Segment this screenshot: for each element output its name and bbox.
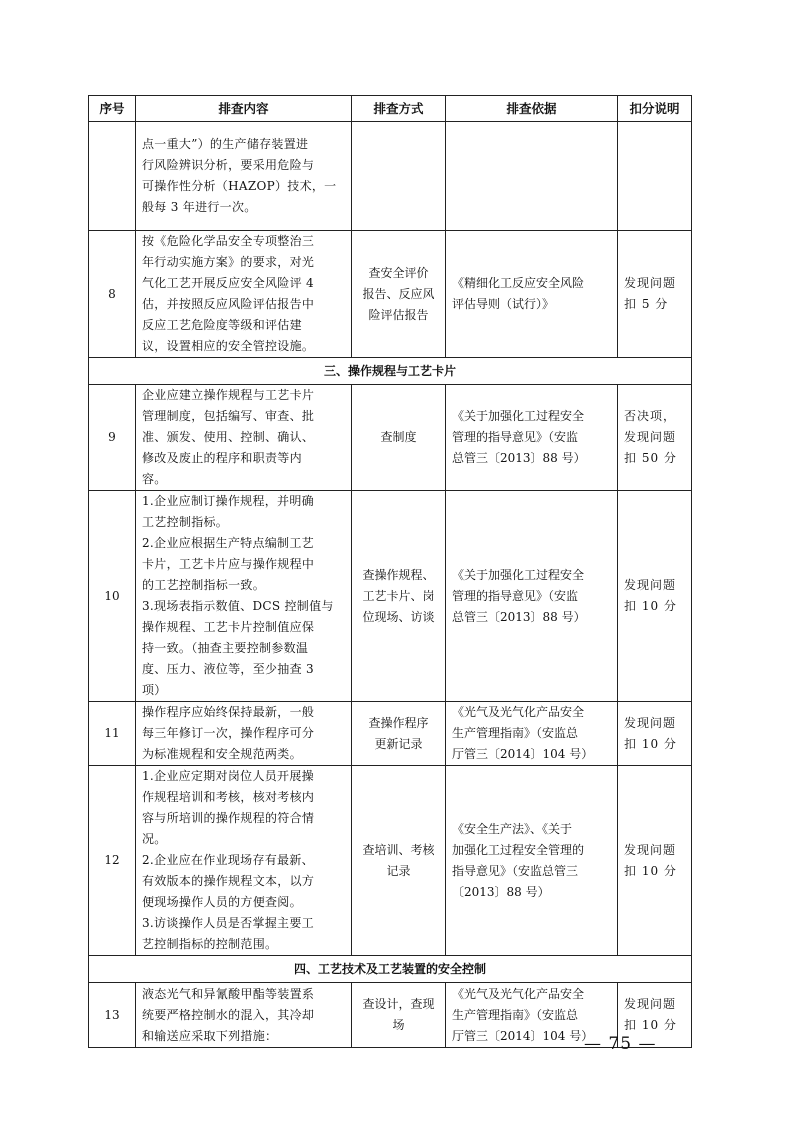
header-method: 排查方式: [352, 96, 446, 122]
cell-line: 发现问题: [624, 276, 677, 290]
cell-line: 准、颁发、使用、控制、确认、: [142, 430, 315, 444]
section-title: 三、操作规程与工艺卡片: [89, 358, 692, 385]
cell-line: 位现场、访谈: [362, 609, 435, 624]
cell-line: 3.现场表指示数值、DCS 控制值与: [142, 599, 334, 613]
cell-line: 扣 10 分: [624, 599, 677, 613]
cell-line: 1.企业应制订操作规程，并明确: [142, 494, 314, 508]
cell-line: 扣 10 分: [624, 1018, 677, 1032]
cell-line: 项）: [142, 683, 167, 697]
serial-cell: 13: [89, 983, 136, 1048]
method-cell: [352, 385, 446, 491]
cell-line: 查设计，查现: [362, 997, 435, 1011]
cell-line: 扣 10 分: [624, 736, 677, 751]
method-cell: [352, 231, 446, 358]
cell-line: 3.访谈操作人员是否掌握主要工: [142, 916, 314, 930]
table-row: [89, 702, 692, 766]
table-row: [89, 122, 692, 231]
cell-line: 发现问题: [624, 430, 677, 444]
basis-cell: [446, 766, 618, 956]
cell-line: 管理制度，包括编写、审查、批: [142, 409, 315, 423]
section-row: [89, 358, 692, 385]
cell-line: 度、压力、液位等，至少抽查 3: [142, 662, 314, 676]
content-cell: [136, 702, 352, 766]
cell-line: 容与所培训的操作规程的符合情: [142, 811, 315, 825]
content-cell: [136, 385, 352, 491]
cell-line: 的工艺控制指标一致。: [142, 578, 266, 592]
cell-line: 2.企业应在作业现场存有最新、: [142, 853, 314, 867]
cell-line: 1.企业应定期对岗位人员开展操: [142, 769, 314, 783]
cell-line: 扣 10 分: [624, 863, 677, 878]
deduction-cell: [618, 766, 692, 956]
basis-cell: [446, 231, 618, 358]
cell-line: 险评估报告: [368, 307, 429, 322]
cell-line: 评估导则（试行）》: [452, 297, 555, 311]
cell-line: 发现问题: [624, 715, 677, 730]
cell-line: 厅管三〔2014〕104 号）: [452, 747, 594, 761]
cell-line: 查操作规程、: [362, 567, 435, 582]
basis-cell: [446, 491, 618, 702]
cell-line: 查制度: [380, 430, 417, 444]
method-cell: [352, 983, 446, 1048]
cell-line: 查培训、考核: [362, 842, 435, 857]
cell-line: 《关于加强化工过程安全: [452, 409, 585, 423]
content-cell: [136, 983, 352, 1048]
content-cell: [136, 491, 352, 702]
section-title: 四、工艺技术及工艺装置的安全控制: [89, 956, 692, 983]
cell-line: 报告、反应风: [362, 286, 435, 301]
header-deduction: 扣分说明: [618, 96, 692, 122]
deduction-cell: [618, 491, 692, 702]
cell-line: 加强化工过程安全管理的: [452, 842, 585, 857]
cell-line: 年行动实施方案》的要求，对光: [142, 255, 315, 269]
table-row: [89, 231, 692, 358]
cell-line: 查操作程序: [368, 715, 429, 730]
page-number: — 75 —: [584, 1034, 657, 1054]
cell-line: 气化工艺开展反应安全风险评 4: [142, 276, 314, 290]
cell-line: 修改及废止的程序和职责等内: [142, 451, 302, 465]
cell-line: 《关于加强化工过程安全: [452, 567, 585, 582]
basis-cell: [446, 385, 618, 491]
cell-line: 生产管理指南》（安监总: [452, 1007, 579, 1022]
cell-line: 为标准规程和安全规范两类。: [142, 747, 302, 761]
serial-cell: 9: [89, 385, 136, 491]
cell-line: 厅管三〔2014〕104 号）: [452, 1028, 594, 1043]
cell-line: 可操作性分析（HAZOP）技术，一: [142, 179, 337, 193]
cell-line: 按《危险化学品安全专项整治三: [142, 234, 315, 248]
cell-line: 议，设置相应的安全管控设施。: [142, 339, 315, 353]
content-cell: [136, 122, 352, 231]
cell-line: 总管三〔2013〕88 号）: [452, 451, 586, 465]
cell-line: 扣 5 分: [624, 297, 669, 311]
deduction-cell: [618, 702, 692, 766]
method-cell: [352, 702, 446, 766]
cell-line: 行风险辨识分析，要采用危险与: [142, 158, 315, 172]
cell-line: 和输送应采取下列措施：: [142, 1028, 278, 1043]
cell-line: 艺控制指标的控制范围。: [142, 937, 278, 951]
cell-line: 况。: [142, 832, 167, 846]
cell-line: 管理的指导意见》（安监: [452, 430, 579, 444]
cell-line: 指导意见》（安监总管三: [452, 863, 579, 878]
cell-line: 否决项，: [624, 409, 677, 423]
cell-line: 2.企业应根据生产特点编制工艺: [142, 536, 314, 550]
header-content: 排查内容: [136, 96, 352, 122]
cell-line: 持一致。（抽查主要控制参数温: [142, 641, 309, 655]
serial-cell: 11: [89, 702, 136, 766]
cell-line: 有效版本的操作规程文本，以方: [142, 874, 315, 888]
cell-line: 容。: [142, 472, 167, 486]
cell-line: 记录: [386, 863, 411, 878]
content-cell: [136, 231, 352, 358]
content-cell: [136, 766, 352, 956]
header-row: [89, 96, 692, 122]
cell-line: 统要严格控制水的混入，其冷却: [142, 1007, 315, 1022]
cell-line: 更新记录: [374, 736, 423, 751]
cell-line: 工艺卡片、岗: [362, 588, 435, 603]
cell-line: 便现场操作人员的方便查阅。: [142, 895, 302, 909]
inspection-table: [88, 95, 692, 1048]
cell-line: 场: [392, 1018, 405, 1032]
header-basis: 排查依据: [446, 96, 618, 122]
cell-line: 发现问题: [624, 578, 677, 592]
table-row: [89, 766, 692, 956]
cell-line: 点一重大”）的生产储存装置进: [142, 137, 309, 151]
deduction-cell: [618, 231, 692, 358]
cell-line: 总管三〔2013〕88 号）: [452, 609, 586, 624]
serial-cell: 10: [89, 491, 136, 702]
section-row: [89, 956, 692, 983]
basis-cell: [446, 702, 618, 766]
cell-line: 管理的指导意见》（安监: [452, 588, 579, 603]
table-row: [89, 385, 692, 491]
cell-line: 液态光气和异氰酸甲酯等装置系: [142, 986, 315, 1001]
cell-line: 反应工艺危险度等级和评估建: [142, 318, 302, 332]
cell-line: 《光气及光气化产品安全: [452, 705, 585, 719]
deduction-cell: [618, 385, 692, 491]
cell-line: 生产管理指南》（安监总: [452, 726, 579, 740]
cell-line: 企业应建立操作规程与工艺卡片: [142, 388, 315, 402]
cell-line: 《安全生产法》、《关于: [452, 821, 573, 836]
cell-line: 工艺控制指标。: [142, 515, 229, 529]
deduction-cell: [618, 122, 692, 231]
cell-line: 发现问题: [624, 842, 677, 857]
cell-line: 扣 50 分: [624, 451, 677, 465]
method-cell: [352, 491, 446, 702]
serial-cell: 12: [89, 766, 136, 956]
cell-line: 卡片，工艺卡片应与操作规程中: [142, 557, 315, 571]
serial-cell: [89, 122, 136, 231]
method-cell: [352, 766, 446, 956]
cell-line: 操作程序应始终保持最新，一般: [142, 705, 315, 719]
cell-line: 〔2013〕88 号）: [452, 884, 550, 899]
cell-line: 作规程培训和考核，核对考核内: [142, 790, 315, 804]
serial-cell: 8: [89, 231, 136, 358]
cell-line: 般每 3 年进行一次。: [142, 200, 257, 214]
cell-line: 发现问题: [624, 997, 677, 1011]
cell-line: 估，并按照反应风险评估报告中: [142, 297, 315, 311]
cell-line: 操作规程、工艺卡片控制值应保: [142, 620, 315, 634]
method-cell: [352, 122, 446, 231]
header-serial: 序号: [89, 96, 136, 122]
basis-cell: [446, 122, 618, 231]
cell-line: 《光气及光气化产品安全: [452, 986, 585, 1001]
table-row: [89, 491, 692, 702]
cell-line: 每三年修订一次，操作程序可分: [142, 726, 315, 740]
cell-line: 《精细化工反应安全风险: [452, 276, 585, 290]
cell-line: 查安全评价: [368, 265, 429, 280]
